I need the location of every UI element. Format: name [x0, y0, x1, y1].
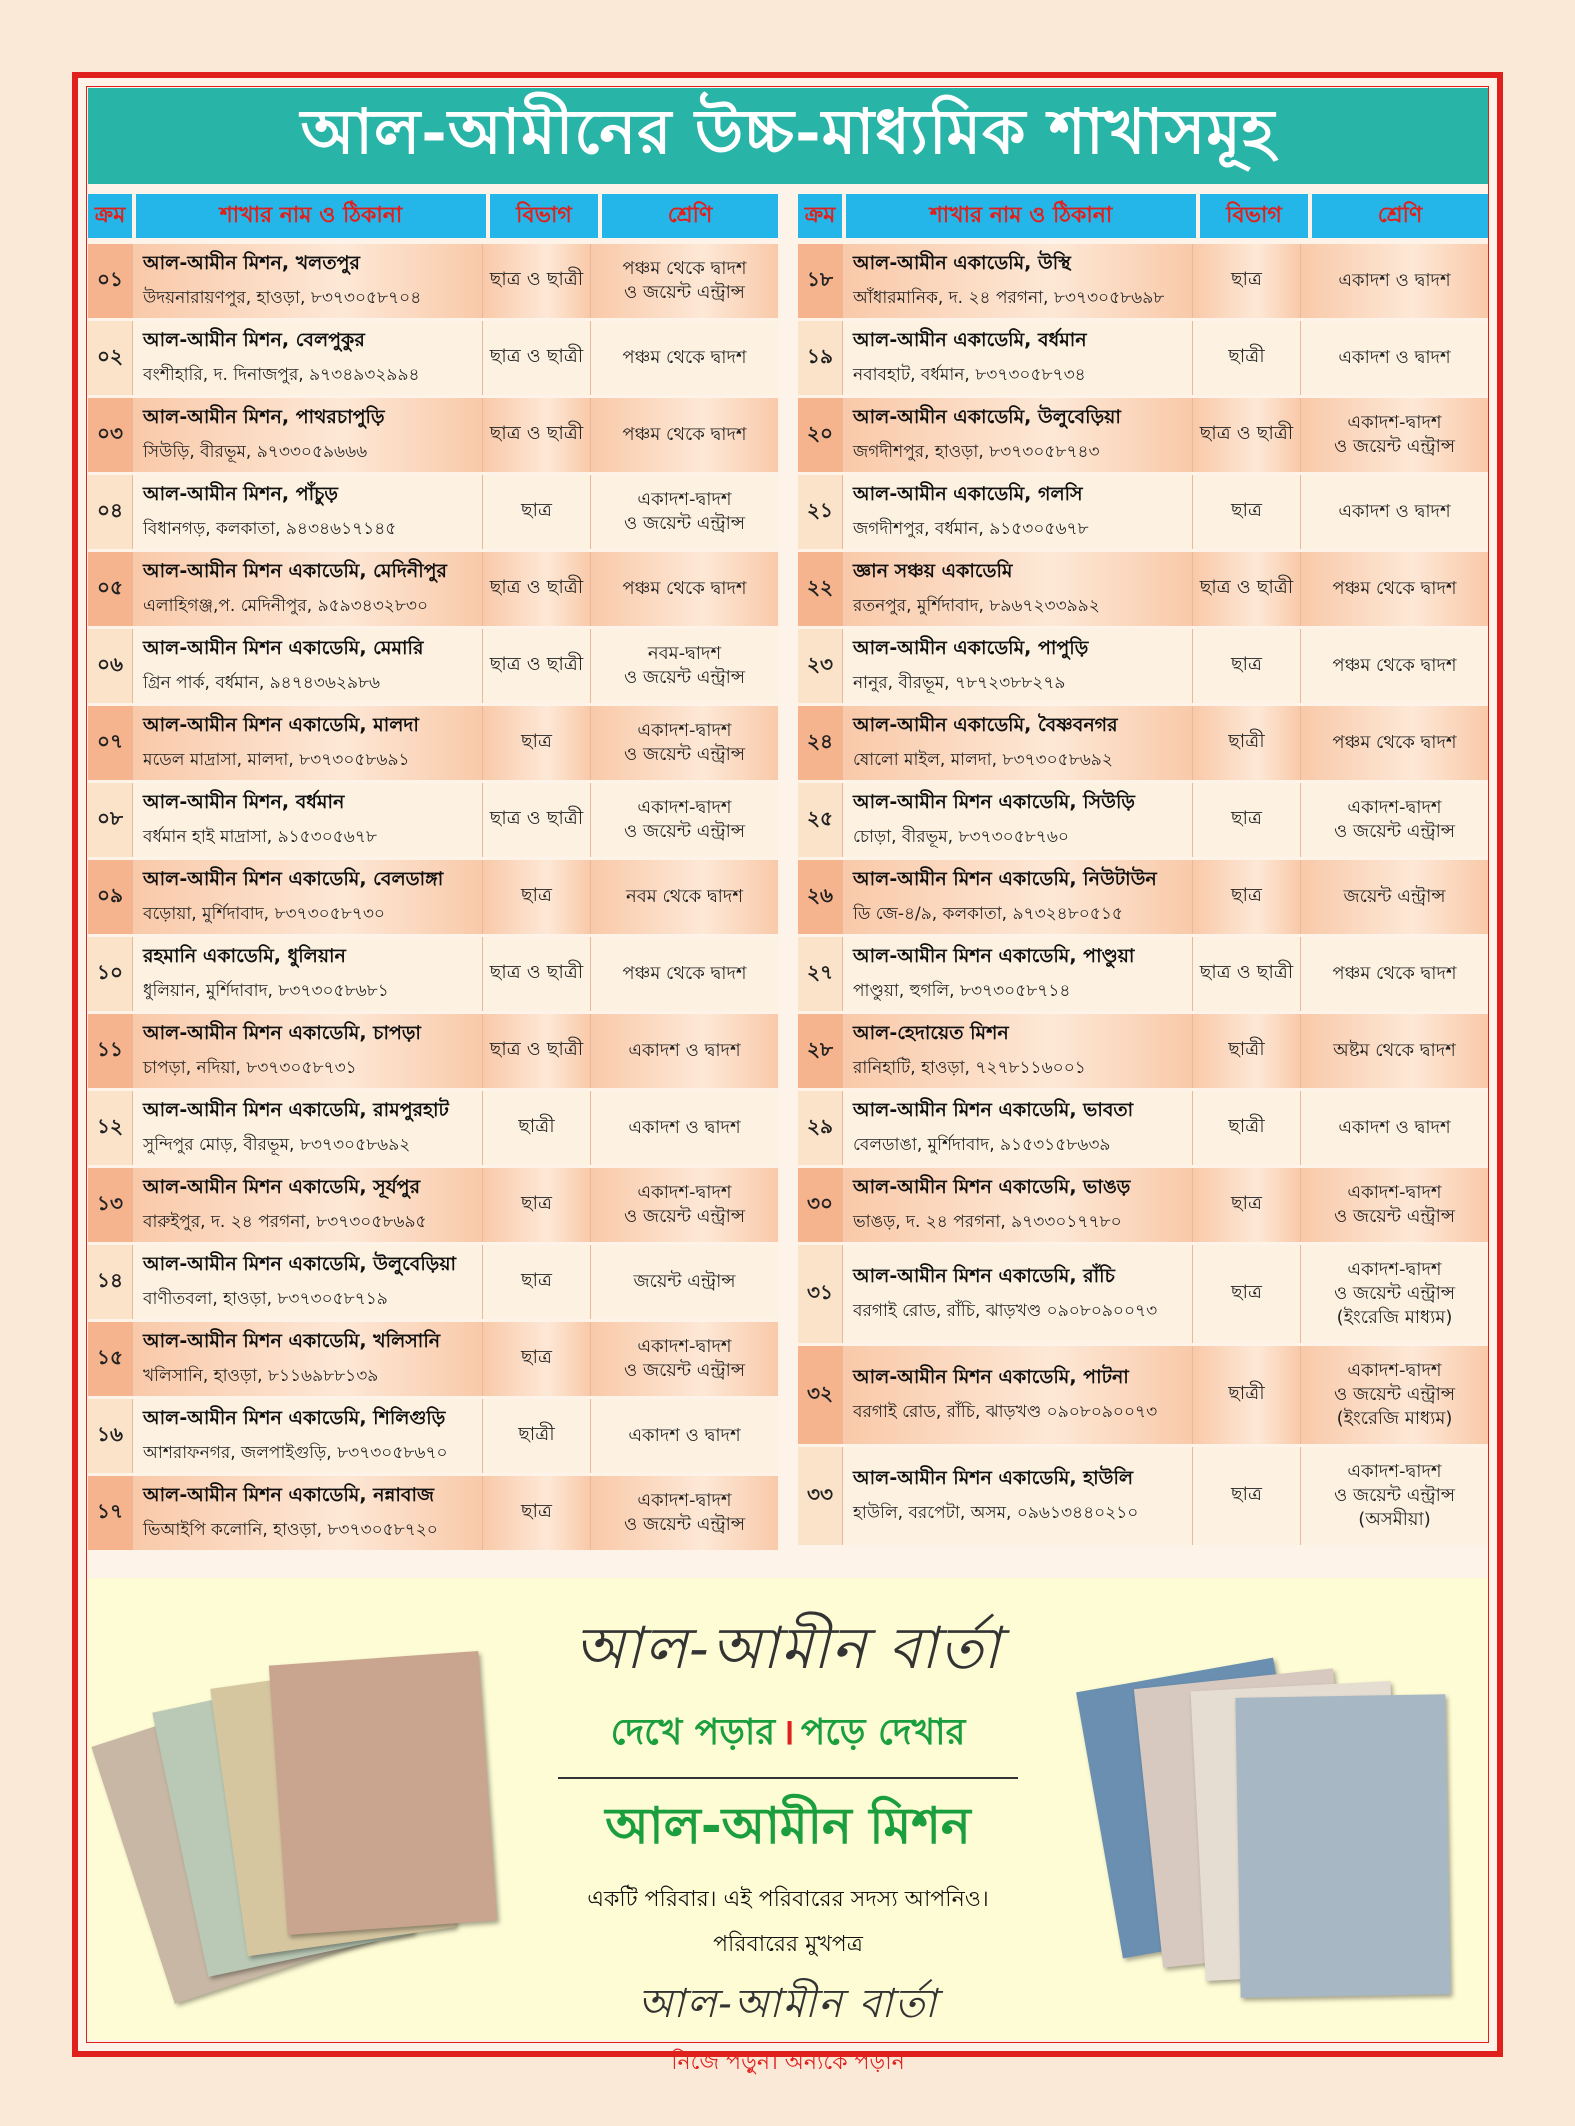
- table-row: [798, 1447, 1488, 1545]
- table-header: [798, 194, 1488, 238]
- row-number: ০৫: [88, 552, 132, 626]
- branch-vibhag: ছাত্র ও ছাত্রী: [482, 1014, 590, 1088]
- row-number: ১৩: [88, 1168, 132, 1242]
- branch-cell: [842, 706, 1192, 780]
- branch-tables: [88, 194, 1488, 1553]
- branch-vibhag: ছাত্রী: [1192, 321, 1300, 395]
- branch-address: মডেল মাদ্রাসা, মালদা, ৮৩৭৩০৫৮৬৯১: [143, 750, 410, 770]
- branch-name: আল-আমীন মিশন একাডেমি, খলিসানি: [143, 1330, 441, 1352]
- branch-cell: [132, 552, 482, 626]
- branch-name: আল-আমীন মিশন একাডেমি, উলুবেড়িয়া: [143, 1253, 457, 1275]
- branch-cell: [132, 937, 482, 1011]
- table-row: [88, 398, 778, 472]
- branch-cell: [132, 1399, 482, 1473]
- branch-name: আল-আমীন মিশন, পাঁচুড়: [143, 483, 338, 505]
- mouthpiece-line: পরিবারের মুখপত্র: [713, 1932, 863, 1957]
- branch-address: জগদীশপুর, বর্ধমান, ৯১৫৩০৫৬৭৮: [853, 519, 1089, 539]
- branch-cell: [842, 398, 1192, 472]
- branch-address: বরগাই রোড, রাঁচি, ঝাড়খণ্ড ০৯০৮০৯০০৭৩: [853, 1402, 1158, 1422]
- branch-shreni: একাদশ-দ্বাদশ ও জয়েন্ট এন্ট্রান্স (অসমীয়া): [1300, 1447, 1488, 1545]
- mission-name: আল-আমীন মিশন: [605, 1797, 971, 1855]
- header-no: ক্রম: [798, 194, 842, 238]
- branch-name: রহমানি একাডেমি, ধুলিয়ান: [143, 945, 346, 967]
- branch-shreni: একাদশ ও দ্বাদশ: [590, 1014, 778, 1088]
- branch-address: ডি জে-৪/৯, কলকাতা, ৯৭৩২৪৮০৫১৫: [853, 904, 1123, 924]
- row-number: ২৩: [798, 629, 842, 703]
- branch-vibhag: ছাত্র ও ছাত্রী: [1192, 398, 1300, 472]
- table-row: [88, 860, 778, 934]
- table-row: [798, 321, 1488, 395]
- branch-cell: [132, 475, 482, 549]
- branch-vibhag: ছাত্র: [482, 1168, 590, 1242]
- branch-shreni: অষ্টম থেকে দ্বাদশ: [1300, 1014, 1488, 1088]
- branch-vibhag: ছাত্রী: [1192, 1091, 1300, 1165]
- branch-shreni: একাদশ ও দ্বাদশ: [590, 1091, 778, 1165]
- branch-address: ষোলো মাইল, মালদা, ৮৩৭৩০৫৮৬৯২: [853, 750, 1113, 770]
- branch-address: পাণ্ডুয়া, হুগলি, ৮৩৭৩০৫৮৭১৪: [853, 981, 1071, 1001]
- table-row: [798, 244, 1488, 318]
- branch-address: বাণীতবলা, হাওড়া, ৮৩৭৩০৫৮৭১৯: [143, 1289, 388, 1309]
- branch-cell: [842, 1014, 1192, 1088]
- branch-address: চাপড়া, নদিয়া, ৮৩৭৩০৫৮৭৩১: [143, 1058, 357, 1078]
- left-rows: [88, 244, 778, 1553]
- branch-address: বড়োয়া, মুর্শিদাবাদ, ৮৩৭৩০৫৮৭৩০: [143, 904, 385, 924]
- table-row: [88, 1091, 778, 1165]
- branch-shreni: একাদশ-দ্বাদশ ও জয়েন্ট এন্ট্রান্স: [590, 706, 778, 780]
- branch-vibhag: ছাত্র ও ছাত্রী: [482, 398, 590, 472]
- branch-vibhag: ছাত্রী: [1192, 1014, 1300, 1088]
- branch-name: আল-আমীন মিশন একাডেমি, হাউলি: [853, 1467, 1134, 1489]
- branch-shreni: নবম থেকে দ্বাদশ: [590, 860, 778, 934]
- row-number: ০১: [88, 244, 132, 318]
- branch-vibhag: ছাত্র: [1192, 475, 1300, 549]
- branch-name: আল-আমীন একাডেমি, উলুবেড়িয়া: [853, 406, 1121, 428]
- table-row: [798, 1245, 1488, 1343]
- branch-address: ভাঙড়, দ. ২৪ পরগনা, ৯৭৩৩০১৭৭৮০: [853, 1212, 1122, 1232]
- header-name: শাখার নাম ও ঠিকানা: [136, 194, 486, 238]
- row-number: ০২: [88, 321, 132, 395]
- branch-vibhag: ছাত্রী: [482, 1399, 590, 1473]
- table-row: [798, 1014, 1488, 1088]
- row-number: ২২: [798, 552, 842, 626]
- branch-address: সিউড়ি, বীরভূম, ৯৭৩৩০৫৯৬৬৬: [143, 442, 368, 462]
- table-row: [798, 398, 1488, 472]
- table-row: [88, 321, 778, 395]
- branch-name: আল-আমীন মিশন একাডেমি, সিউড়ি: [853, 791, 1135, 813]
- table-header: [88, 194, 778, 238]
- header-no: ক্রম: [88, 194, 132, 238]
- branch-shreni: জয়েন্ট এন্ট্রান্স: [590, 1245, 778, 1319]
- row-number: ২৫: [798, 783, 842, 857]
- row-number: ৩১: [798, 1245, 842, 1343]
- branch-name: আল-আমীন মিশন একাডেমি, চাপড়া: [143, 1022, 421, 1044]
- tagline-part-b: পড়ে দেখার: [800, 1712, 966, 1753]
- row-number: ২০: [798, 398, 842, 472]
- row-number: ০৪: [88, 475, 132, 549]
- branch-shreni: একাদশ-দ্বাদশ ও জয়েন্ট এন্ট্রান্স (ইংরেজি মাধ্যম): [1300, 1245, 1488, 1343]
- table-row: [88, 1014, 778, 1088]
- table-row: [798, 1346, 1488, 1444]
- branch-cell: [132, 629, 482, 703]
- branch-cell: [132, 1168, 482, 1242]
- row-number: ২৮: [798, 1014, 842, 1088]
- branch-shreni: একাদশ-দ্বাদশ ও জয়েন্ট এন্ট্রান্স: [590, 1168, 778, 1242]
- branch-cell: [132, 244, 482, 318]
- branch-name: আল-আমীন মিশন একাডেমি, শিলিগুড়ি: [143, 1407, 446, 1429]
- branch-address: বরগাই রোড, রাঁচি, ঝাড়খণ্ড ০৯০৮০৯০০৭৩: [853, 1301, 1158, 1321]
- branch-name: আল-আমীন মিশন একাডেমি, নন্নাবাজ: [143, 1484, 434, 1506]
- branch-shreni: একাদশ-দ্বাদশ ও জয়েন্ট এন্ট্রান্স: [1300, 1168, 1488, 1242]
- table-row: [798, 860, 1488, 934]
- branch-cell: [842, 1346, 1192, 1444]
- branch-cell: [132, 1014, 482, 1088]
- branch-cell: [842, 475, 1192, 549]
- branch-name: আল-আমীন মিশন একাডেমি, পাণ্ডুয়া: [853, 945, 1135, 967]
- branch-shreni: পঞ্চম থেকে দ্বাদশ ও জয়েন্ট এন্ট্রান্স: [590, 244, 778, 318]
- branch-address: রানিহাটি, হাওড়া, ৭২৭৮১১৬০০১: [853, 1058, 1086, 1078]
- branch-shreni: একাদশ-দ্বাদশ ও জয়েন্ট এন্ট্রান্স: [1300, 398, 1488, 472]
- branch-address: বেলডাঙা, মুর্শিদাবাদ, ৯১৫৩১৫৮৬৩৯: [853, 1135, 1111, 1155]
- branch-cell: [132, 783, 482, 857]
- tagline: [528, 1705, 1048, 1765]
- branch-name: আল-আমীন মিশন একাডেমি, সূর্যপুর: [143, 1176, 421, 1198]
- table-row: [88, 475, 778, 549]
- left-column: [88, 194, 778, 1553]
- branch-shreni: পঞ্চম থেকে দ্বাদশ: [590, 321, 778, 395]
- branch-address: হাউলি, বরপেটা, অসম, ০৯৬১৩৪৪০২১০: [853, 1503, 1139, 1523]
- header-vibhag: বিভাগ: [490, 194, 598, 238]
- family-line: একটি পরিবার। এই পরিবারের সদস্য আপনিও।: [587, 1887, 989, 1912]
- row-number: ১৭: [88, 1476, 132, 1550]
- branch-shreni: একাদশ-দ্বাদশ ও জয়েন্ট এন্ট্রান্স: [590, 783, 778, 857]
- branch-vibhag: ছাত্র: [1192, 629, 1300, 703]
- branch-cell: [842, 1091, 1192, 1165]
- branch-shreni: পঞ্চম থেকে দ্বাদশ: [1300, 706, 1488, 780]
- branch-cell: [132, 398, 482, 472]
- branch-name: আল-আমীন মিশন একাডেমি, ভাবতা: [853, 1099, 1134, 1121]
- branch-address: উদয়নারায়ণপুর, হাওড়া, ৮৩৭৩০৫৮৭০৪: [143, 288, 422, 308]
- branch-name: আল-আমীন মিশন, বেলপুকুর: [143, 329, 365, 351]
- branch-shreni: পঞ্চম থেকে দ্বাদশ: [1300, 629, 1488, 703]
- header-shreni: শ্রেণি: [602, 194, 778, 238]
- right-column: [798, 194, 1488, 1553]
- branch-cell: [132, 321, 482, 395]
- branch-cell: [132, 860, 482, 934]
- branch-cell: [842, 860, 1192, 934]
- branch-cell: [842, 244, 1192, 318]
- branch-name: আল-আমীন একাডেমি, বৈষ্ণবনগর: [853, 714, 1118, 736]
- branch-shreni: পঞ্চম থেকে দ্বাদশ: [1300, 937, 1488, 1011]
- branch-cell: [132, 1091, 482, 1165]
- row-number: ১২: [88, 1091, 132, 1165]
- branch-address: আঁধারমানিক, দ. ২৪ পরগনা, ৮৩৭৩০৫৮৬৯৮: [853, 288, 1165, 308]
- table-row: [88, 783, 778, 857]
- table-row: [798, 1091, 1488, 1165]
- row-number: ১৯: [798, 321, 842, 395]
- table-row: [88, 629, 778, 703]
- branch-vibhag: ছাত্র: [1192, 860, 1300, 934]
- branch-vibhag: ছাত্র: [482, 1245, 590, 1319]
- table-row: [798, 1168, 1488, 1242]
- branch-address: রতনপুর, মুর্শিদাবাদ, ৮৯৬৭২৩৩৯৯২: [853, 596, 1100, 616]
- branch-vibhag: ছাত্র ও ছাত্রী: [482, 629, 590, 703]
- branch-address: বারুইপুর, দ. ২৪ পরগনা, ৮৩৭৩০৫৮৬৯৫: [143, 1212, 427, 1232]
- branch-cell: [842, 552, 1192, 626]
- branch-shreni: একাদশ ও দ্বাদশ: [1300, 244, 1488, 318]
- table-row: [88, 1168, 778, 1242]
- branch-name: আল-আমীন মিশন, পাথরচাপুড়ি: [143, 406, 385, 428]
- branch-name: আল-আমীন মিশন একাডেমি, নিউটাউন: [853, 868, 1157, 890]
- branch-cell: [842, 937, 1192, 1011]
- branch-address: বর্ধমান হাই মাদ্রাসা, ৯১৫৩০৫৬৭৮: [143, 827, 377, 847]
- row-number: ০৬: [88, 629, 132, 703]
- row-number: ১১: [88, 1014, 132, 1088]
- row-number: ১৮: [798, 244, 842, 318]
- branch-vibhag: ছাত্র: [482, 706, 590, 780]
- row-number: ৩০: [798, 1168, 842, 1242]
- table-row: [798, 937, 1488, 1011]
- branch-shreni: একাদশ-দ্বাদশ ও জয়েন্ট এন্ট্রান্স (ইংরেজি মাধ্যম): [1300, 1346, 1488, 1444]
- row-number: ২১: [798, 475, 842, 549]
- table-row: [798, 706, 1488, 780]
- row-number: ০৮: [88, 783, 132, 857]
- branch-cell: [842, 321, 1192, 395]
- branch-address: গ্রিন পার্ক, বর্ধমান, ৯৪৭৪৩৬২৯৮৬: [143, 673, 381, 693]
- barta-logo-top: আল-আমীন বার্তা: [574, 1614, 1002, 1682]
- branch-name: আল-আমীন মিশন একাডেমি, মালদা: [143, 714, 419, 736]
- row-number: ৩৩: [798, 1447, 842, 1545]
- row-number: ২৯: [798, 1091, 842, 1165]
- row-number: ০৭: [88, 706, 132, 780]
- table-row: [88, 1245, 778, 1319]
- branch-shreni: পঞ্চম থেকে দ্বাদশ: [590, 398, 778, 472]
- read-line: নিজে পড়ুন। অন্যকে পড়ান: [671, 2050, 905, 2075]
- row-number: ০৩: [88, 398, 132, 472]
- branch-vibhag: ছাত্র ও ছাত্রী: [482, 321, 590, 395]
- branch-address: নানুর, বীরভূম, ৭৮৭২৩৮৮২৭৯: [853, 673, 1066, 693]
- branch-address: ধুলিয়ান, মুর্শিদাবাদ, ৮৩৭৩০৫৮৬৮১: [143, 981, 389, 1001]
- branch-cell: [842, 1245, 1192, 1343]
- branch-shreni: একাদশ ও দ্বাদশ: [1300, 321, 1488, 395]
- row-number: ২৬: [798, 860, 842, 934]
- table-row: [88, 937, 778, 1011]
- branch-cell: [842, 1168, 1192, 1242]
- promo-box: [88, 1578, 1488, 2075]
- branch-cell: [132, 1245, 482, 1319]
- branch-name: আল-হেদায়েত মিশন: [853, 1022, 1009, 1044]
- branch-vibhag: ছাত্র: [482, 1476, 590, 1550]
- branch-vibhag: ছাত্র ও ছাত্রী: [482, 783, 590, 857]
- tagline-separator: ।: [781, 1712, 795, 1753]
- row-number: ১০: [88, 937, 132, 1011]
- table-row: [798, 629, 1488, 703]
- branch-address: এলাহিগঞ্জ,প. মেদিনীপুর, ৯৫৯৩৪৩২৮৩০: [143, 596, 429, 616]
- branch-vibhag: ছাত্র: [1192, 244, 1300, 318]
- branch-name: আল-আমীন একাডেমি, উস্থি: [853, 252, 1071, 274]
- branch-vibhag: ছাত্র ও ছাত্রী: [1192, 552, 1300, 626]
- branch-vibhag: ছাত্র: [482, 475, 590, 549]
- header-name: শাখার নাম ও ঠিকানা: [846, 194, 1196, 238]
- branch-shreni: একাদশ-দ্বাদশ ও জয়েন্ট এন্ট্রান্স: [590, 475, 778, 549]
- branch-cell: [842, 783, 1192, 857]
- right-rows: [798, 244, 1488, 1548]
- branch-shreni: একাদশ ও দ্বাদশ: [1300, 475, 1488, 549]
- table-row: [88, 244, 778, 318]
- branch-vibhag: ছাত্র ও ছাত্রী: [482, 552, 590, 626]
- branch-shreni: নবম-দ্বাদশ ও জয়েন্ট এন্ট্রান্স: [590, 629, 778, 703]
- table-row: [88, 1322, 778, 1396]
- row-number: ১৪: [88, 1245, 132, 1319]
- branch-vibhag: ছাত্র: [1192, 1245, 1300, 1343]
- branch-address: বিধানগড়, কলকাতা, ৯৪৩৪৬১৭১৪৫: [143, 519, 397, 539]
- header-vibhag: বিভাগ: [1200, 194, 1308, 238]
- row-number: ২৪: [798, 706, 842, 780]
- promo-text: [528, 1578, 1048, 2075]
- branch-address: চোড়া, বীরভূম, ৮৩৭৩০৫৮৭৬০: [853, 827, 1069, 847]
- table-row: [88, 1476, 778, 1550]
- branch-vibhag: ছাত্র ও ছাত্রী: [1192, 937, 1300, 1011]
- header-shreni: শ্রেণি: [1312, 194, 1488, 238]
- tagline-part-a: দেখে পড়ার: [610, 1712, 776, 1753]
- branch-name: আল-আমীন মিশন একাডেমি, বেলডাঙ্গা: [143, 868, 444, 890]
- page-title: আল-আমীনের উচ্চ-মাধ্যমিক শাখাসমূহ: [88, 88, 1488, 184]
- branch-name: আল-আমীন মিশন একাডেমি, মেদিনীপুর: [143, 560, 447, 582]
- branch-address: বংশীহারি, দ. দিনাজপুর, ৯৭৩৪৯৩২৯৯৪: [143, 365, 420, 385]
- table-row: [88, 552, 778, 626]
- branch-name: আল-আমীন একাডেমি, পাপুড়ি: [853, 637, 1089, 659]
- branch-shreni: একাদশ-দ্বাদশ ও জয়েন্ট এন্ট্রান্স: [1300, 783, 1488, 857]
- branch-cell: [842, 629, 1192, 703]
- branch-shreni: একাদশ-দ্বাদশ ও জয়েন্ট এন্ট্রান্স: [590, 1322, 778, 1396]
- branch-name: আল-আমীন একাডেমি, বর্ধমান: [853, 329, 1087, 351]
- table-row: [88, 706, 778, 780]
- branch-cell: [132, 706, 482, 780]
- branch-name: আল-আমীন মিশন একাডেমি, রামপুরহাট: [143, 1099, 449, 1121]
- branch-shreni: একাদশ ও দ্বাদশ: [1300, 1091, 1488, 1165]
- branch-address: খলিসানি, হাওড়া, ৮১১৬৯৮৮১৩৯: [143, 1366, 379, 1386]
- branch-name: জ্ঞান সঞ্চয় একাডেমি: [853, 560, 1013, 582]
- row-number: ১৫: [88, 1322, 132, 1396]
- branch-name: আল-আমীন মিশন একাডেমি, পাটনা: [853, 1366, 1129, 1388]
- branch-name: আল-আমীন মিশন একাডেমি, রাঁচি: [853, 1265, 1115, 1287]
- barta-logo-bottom: আল-আমীন বার্তা: [637, 1981, 939, 2027]
- branch-shreni: একাদশ ও দ্বাদশ: [590, 1399, 778, 1473]
- branch-address: জগদীশপুর, হাওড়া, ৮৩৭৩০৫৮৭৪৩: [853, 442, 1100, 462]
- branch-name: আল-আমীন মিশন, খলতপুর: [143, 252, 360, 274]
- branch-vibhag: ছাত্র ও ছাত্রী: [482, 244, 590, 318]
- branch-vibhag: ছাত্রী: [1192, 706, 1300, 780]
- table-row: [798, 552, 1488, 626]
- branch-vibhag: ছাত্র: [1192, 783, 1300, 857]
- row-number: ১৬: [88, 1399, 132, 1473]
- branch-cell: [132, 1322, 482, 1396]
- branch-vibhag: ছাত্র: [482, 1322, 590, 1396]
- table-row: [798, 783, 1488, 857]
- branch-vibhag: ছাত্র: [482, 860, 590, 934]
- table-row: [88, 1399, 778, 1473]
- branch-address: ভিআইপি কলোনি, হাওড়া, ৮৩৭৩০৫৮৭২০: [143, 1520, 438, 1540]
- branch-cell: [842, 1447, 1192, 1545]
- branch-shreni: পঞ্চম থেকে দ্বাদশ: [590, 552, 778, 626]
- branch-vibhag: ছাত্রী: [482, 1091, 590, 1165]
- branch-shreni: পঞ্চম থেকে দ্বাদশ: [1300, 552, 1488, 626]
- branch-name: আল-আমীন মিশন, বর্ধমান: [143, 791, 345, 813]
- divider: [558, 1777, 1018, 1779]
- branch-vibhag: ছাত্র: [1192, 1447, 1300, 1545]
- row-number: ০৯: [88, 860, 132, 934]
- branch-address: সুন্দিপুর মোড়, বীরভূম, ৮৩৭৩০৫৮৬৯২: [143, 1135, 411, 1155]
- branch-address: নবাবহাট, বর্ধমান, ৮৩৭৩০৫৮৭৩৪: [853, 365, 1086, 385]
- branch-name: আল-আমীন মিশন একাডেমি, মেমারি: [143, 637, 424, 659]
- branch-shreni: পঞ্চম থেকে দ্বাদশ: [590, 937, 778, 1011]
- table-row: [798, 475, 1488, 549]
- branch-shreni: জয়েন্ট এন্ট্রান্স: [1300, 860, 1488, 934]
- branch-address: আশরাফনগর, জলপাইগুড়ি, ৮৩৭৩০৫৮৬৭০: [143, 1443, 448, 1463]
- branch-cell: [132, 1476, 482, 1550]
- branch-vibhag: ছাত্রী: [1192, 1346, 1300, 1444]
- row-number: ২৭: [798, 937, 842, 1011]
- branch-shreni: একাদশ-দ্বাদশ ও জয়েন্ট এন্ট্রান্স: [590, 1476, 778, 1550]
- branch-vibhag: ছাত্র: [1192, 1168, 1300, 1242]
- row-number: ৩২: [798, 1346, 842, 1444]
- branch-vibhag: ছাত্র ও ছাত্রী: [482, 937, 590, 1011]
- branch-name: আল-আমীন একাডেমি, গলসি: [853, 483, 1083, 505]
- branch-name: আল-আমীন মিশন একাডেমি, ভাঙড়: [853, 1176, 1131, 1198]
